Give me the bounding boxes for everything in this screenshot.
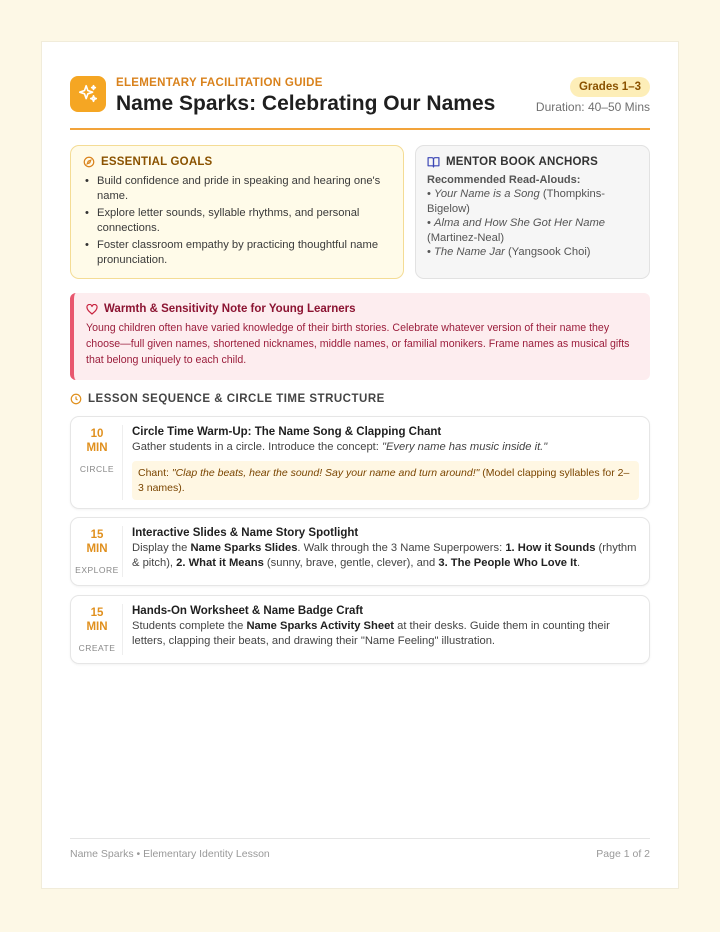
step-tag: CREATE: [78, 643, 116, 653]
guide-eyebrow: ELEMENTARY FACILITATION GUIDE: [116, 77, 323, 89]
book-title: Alma and How She Got Her Name: [434, 217, 606, 229]
mentor-heading: [427, 156, 638, 168]
step-duration: 15 MIN EXPLORE: [71, 528, 123, 575]
step-title: Hands-On Worksheet & Name Badge Craft: [132, 605, 364, 617]
step-duration: 15 MIN CREATE: [71, 606, 123, 653]
book-item: • Alma and How She Got Her Name (Martinez-Neal): [427, 217, 606, 244]
step-divider: [122, 604, 123, 655]
goal-item: • Explore letter sounds, syllable rhythms, and personal connections.: [83, 206, 391, 235]
book-title: Your Name is a Song: [434, 188, 540, 200]
clock-icon: [70, 393, 82, 405]
mentor-books-card: [415, 145, 650, 279]
open-book-icon: [427, 156, 440, 168]
book-author: (Martinez-Neal): [427, 231, 505, 244]
step-title: Interactive Slides & Name Story Spotlight: [132, 527, 359, 539]
goals-list: [83, 174, 391, 267]
step-body: Display the Name Sparks Slides. Walk through the 3 Name Superpowers: 1. How it Sounds (rhythm & pitch), 2. What it Means (sunny, brave, gentle, clever), and 3. The People Who Love It.: [132, 542, 637, 569]
step-title: Circle Time Warm-Up: The Name Song & Clapping Chant: [132, 426, 442, 438]
page-footer: [70, 838, 650, 860]
goal-item: • Foster classroom empathy by practicing thoughtful name pronunciation.: [83, 238, 391, 267]
note-heading: [86, 303, 638, 315]
book-item: • The Name Jar (Yangsook Choi): [427, 246, 591, 258]
step-divider: [122, 526, 123, 577]
lesson-sequence-heading: [70, 393, 385, 405]
step-body: Students complete the Name Sparks Activity Sheet at their desks. Guide them in counting their letters, clapping their beats, and drawing their "Name Feeling" illustration.: [132, 620, 610, 647]
grades-badge: Grades 1–3: [570, 77, 650, 97]
goal-item: • Build confidence and pride in speaking and hearing one's name.: [83, 174, 391, 203]
book-author: (Thompkins-Bigelow): [427, 188, 606, 215]
sparkles-icon: [70, 76, 106, 112]
goals-heading-label: ESSENTIAL GOALS: [101, 156, 213, 168]
lesson-step-create: [70, 595, 650, 664]
book-item: • Your Name is a Song (Thompkins-Bigelow): [427, 188, 606, 215]
lesson-step-explore: [70, 517, 650, 586]
document-page: [42, 42, 678, 888]
compass-icon: [83, 156, 95, 168]
read-alouds-subheading: Recommended Read-Alouds:: [427, 174, 581, 186]
page-title: Name Sparks: Celebrating Our Names: [116, 92, 496, 115]
step-divider: [122, 425, 123, 500]
lesson-step-warmup: [70, 416, 650, 509]
footer-title: Name Sparks • Elementary Identity Lesson: [70, 848, 270, 860]
book-title: The Name Jar: [434, 246, 505, 258]
step-content: [132, 426, 639, 500]
book-author: (Yangsook Choi): [504, 246, 591, 258]
note-body: Young children often have varied knowledge of their birth stories. Celebrate whatever version of their name they choose—full given names, shortened nicknames, middle names, or familial monikers. Frame names as musical gifts that belong uniquely to each child.: [86, 322, 630, 366]
note-heading-label: Warmth & Sensitivity Note for Young Learners: [104, 303, 356, 315]
step-content: [132, 527, 639, 571]
step-tag: EXPLORE: [75, 565, 119, 575]
step-tag: CIRCLE: [79, 464, 115, 474]
step-duration: 10 MIN CIRCLE: [71, 427, 123, 474]
page-number: Page 1 of 2: [596, 848, 650, 860]
heart-icon: [86, 304, 98, 315]
step-body: Gather students in a circle. Introduce the concept: "Every name has music inside it.": [132, 441, 548, 453]
essential-goals-card: [70, 145, 404, 279]
header: [70, 76, 650, 130]
chant-callout: Chant: "Clap the beats, hear the sound! Say your name and turn around!" (Model clapping syllables for 2–3 names).: [132, 461, 639, 500]
duration-label: Duration: 40–50 Mins: [535, 100, 650, 114]
section-label: LESSON SEQUENCE & CIRCLE TIME STRUCTURE: [88, 393, 385, 405]
goals-heading: [83, 156, 391, 168]
step-content: [132, 605, 639, 649]
sensitivity-note: [70, 293, 650, 380]
mentor-heading-label: MENTOR BOOK ANCHORS: [446, 156, 599, 168]
